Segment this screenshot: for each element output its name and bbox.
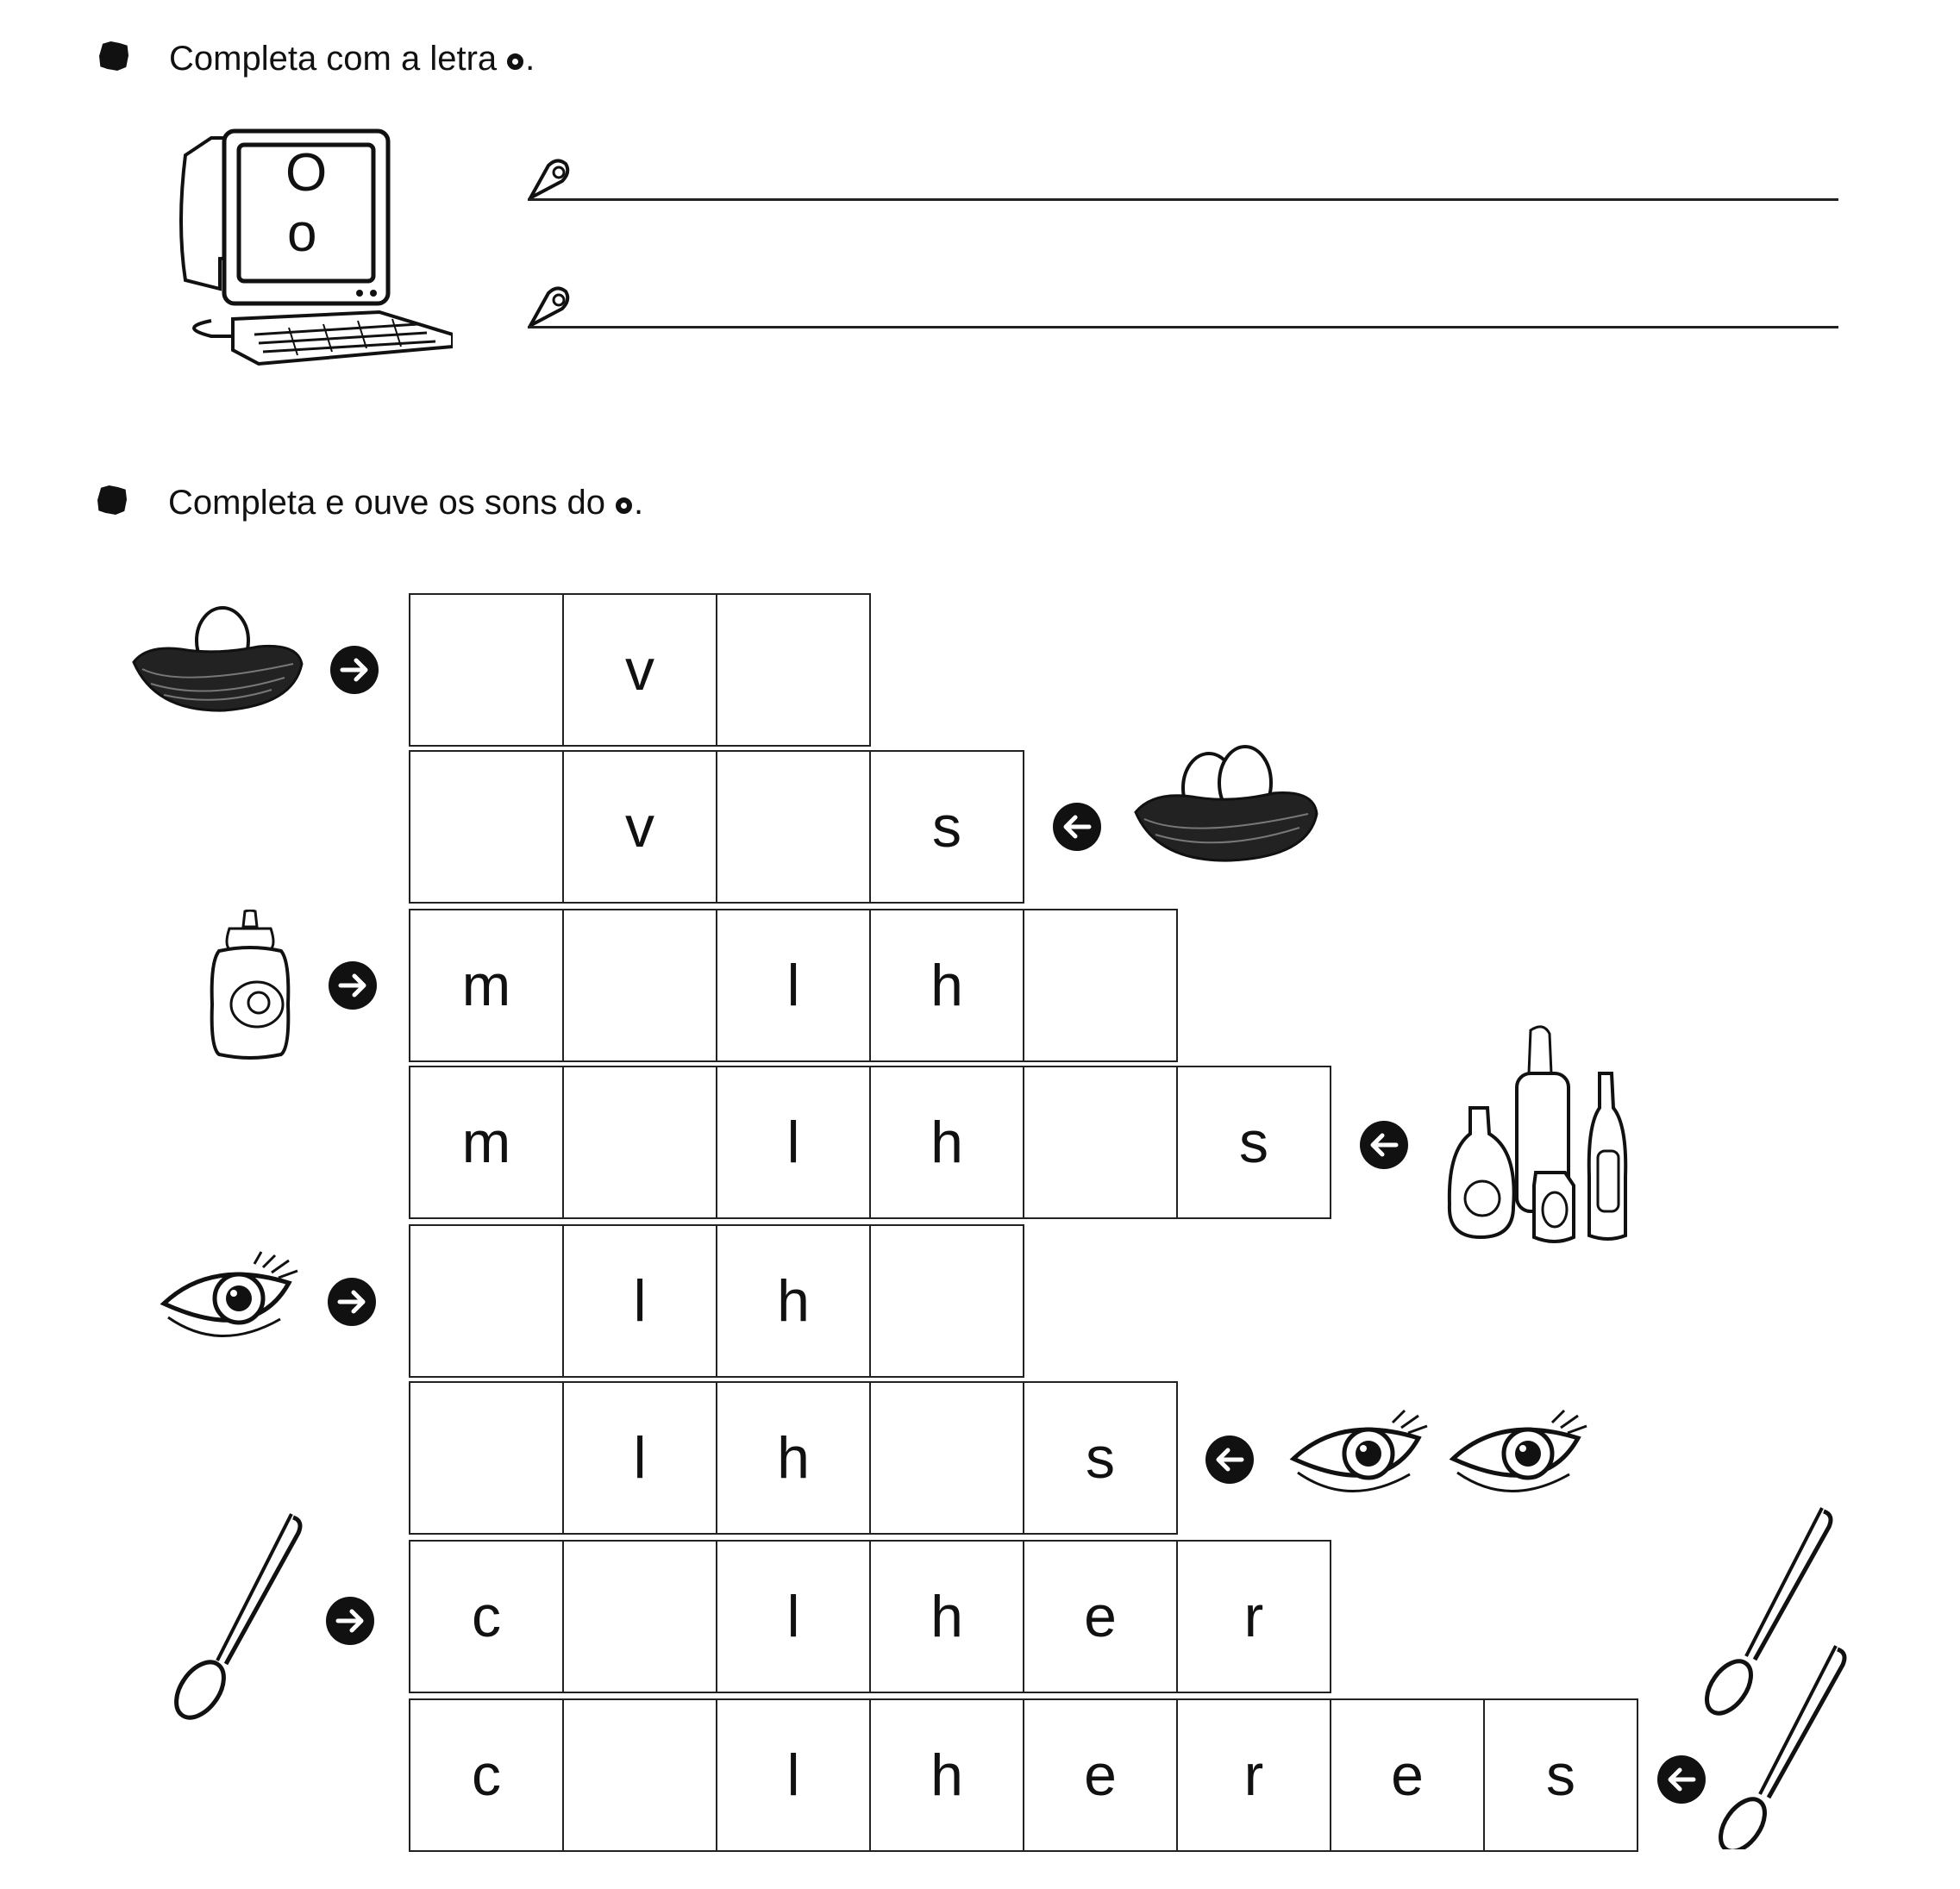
pencil-icon: [528, 283, 588, 326]
letter-cell[interactable]: l: [717, 910, 871, 1060]
letter-cell[interactable]: h: [717, 1226, 871, 1376]
nest-icon: [129, 602, 306, 714]
letter-cell[interactable]: [564, 1067, 717, 1217]
word-row-2: [409, 750, 1024, 904]
letter-cell[interactable]: h: [871, 1700, 1024, 1850]
word-row-5: [409, 1224, 1024, 1378]
arrow-left-icon: [1360, 1121, 1408, 1169]
letter-cell[interactable]: h: [871, 910, 1024, 1060]
monitor-letter-upper: O: [285, 143, 328, 203]
letter-cell[interactable]: e: [1331, 1700, 1485, 1850]
letter-cell[interactable]: e: [1024, 1700, 1178, 1850]
word-row-7: [409, 1540, 1331, 1693]
arrow-left-icon: [1053, 803, 1101, 851]
arrow-right-icon: [328, 1278, 376, 1326]
bullet-icon: [99, 41, 128, 71]
letter-cell[interactable]: [564, 910, 717, 1060]
letter-cell[interactable]: [717, 595, 871, 745]
letter-o-dot-icon: [507, 53, 523, 70]
letter-cell[interactable]: [564, 1542, 717, 1692]
arrow-left-icon: [1205, 1436, 1254, 1484]
bullet-icon: [97, 485, 127, 515]
letter-cell[interactable]: c: [410, 1542, 564, 1692]
letter-o-dot-icon: [616, 497, 632, 514]
instruction-2: Completa e ouve os sons do .: [168, 484, 644, 522]
letter-cell[interactable]: l: [717, 1542, 871, 1692]
letter-cell[interactable]: [410, 1226, 564, 1376]
letter-cell[interactable]: c: [410, 1700, 564, 1850]
word-row-4: [409, 1066, 1331, 1219]
arrow-right-icon: [326, 1597, 374, 1645]
word-row-1: [409, 593, 871, 747]
letter-cell[interactable]: [564, 1700, 717, 1850]
word-row-6: [409, 1381, 1178, 1535]
letter-cell[interactable]: s: [1024, 1383, 1178, 1533]
instruction-1-text: Completa com a letra: [169, 40, 498, 78]
letter-cell[interactable]: s: [1485, 1700, 1638, 1850]
letter-cell[interactable]: l: [717, 1700, 871, 1850]
letter-cell[interactable]: e: [1024, 1542, 1178, 1692]
word-row-3: [409, 909, 1178, 1062]
letter-cell[interactable]: v: [564, 752, 717, 902]
letter-cell[interactable]: l: [717, 1067, 871, 1217]
letter-cell[interactable]: h: [871, 1067, 1024, 1217]
letter-cell[interactable]: m: [410, 910, 564, 1060]
letter-cell[interactable]: l: [564, 1383, 717, 1533]
eyes-icon: [1289, 1405, 1595, 1509]
letter-cell[interactable]: [410, 752, 564, 902]
arrow-right-icon: [329, 961, 377, 1010]
letter-cell[interactable]: h: [871, 1542, 1024, 1692]
letter-cell[interactable]: s: [1178, 1067, 1331, 1217]
writing-line[interactable]: [528, 326, 1838, 328]
letter-cell[interactable]: m: [410, 1067, 564, 1217]
computer-icon: [160, 121, 453, 379]
jar-icon: [207, 910, 293, 1060]
letter-cell[interactable]: [871, 1226, 1024, 1376]
monitor-letter-lower: o: [287, 203, 317, 263]
spoons-icon: [1686, 1504, 1850, 1849]
word-row-8: [409, 1698, 1638, 1852]
letter-cell[interactable]: s: [871, 752, 1024, 902]
pencil-icon: [528, 155, 588, 198]
letter-cell[interactable]: r: [1178, 1542, 1331, 1692]
letter-cell[interactable]: [717, 752, 871, 902]
letter-cell[interactable]: [1024, 1067, 1178, 1217]
letter-cell[interactable]: v: [564, 595, 717, 745]
spoon-icon: [164, 1509, 310, 1724]
letter-cell[interactable]: [410, 1383, 564, 1533]
instruction-1: Completa com a letra .: [169, 40, 535, 78]
letter-cell[interactable]: [410, 595, 564, 745]
letter-cell[interactable]: l: [564, 1226, 717, 1376]
arrow-right-icon: [330, 646, 379, 694]
letter-cell[interactable]: [871, 1383, 1024, 1533]
nest-eggs-icon: [1131, 735, 1321, 864]
sauce-bottles-icon: [1444, 1022, 1638, 1250]
letter-cell[interactable]: r: [1178, 1700, 1331, 1850]
letter-cell[interactable]: [1024, 910, 1178, 1060]
writing-line[interactable]: [528, 198, 1838, 201]
eye-icon: [160, 1250, 302, 1354]
letter-cell[interactable]: h: [717, 1383, 871, 1533]
instruction-2-text: Completa e ouve os sons do: [168, 484, 605, 522]
